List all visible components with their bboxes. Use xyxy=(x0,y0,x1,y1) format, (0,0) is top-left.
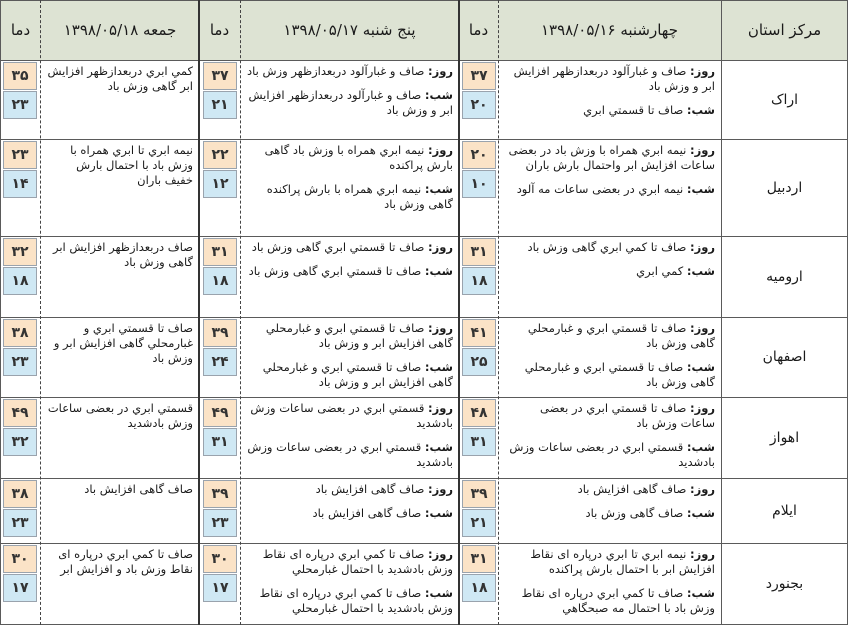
day3-max-temp: ۴۹ xyxy=(3,399,37,427)
day3-min-temp: ۲۳ xyxy=(3,509,37,537)
station-name: اصفهان xyxy=(762,349,807,365)
day2-forecast: روز: صاف تا قسمتي ابري گاهی وزش باد شب: صاف تا قسمتي ابري گاهی وزش باد xyxy=(248,240,453,278)
day1-max-temp: ۳۱ xyxy=(462,238,496,266)
day2-max-temp: ۳۱ xyxy=(203,238,237,266)
column-divider xyxy=(721,0,722,625)
day2-forecast: روز: قسمتي ابري در بعضی ساعات وزش بادشديد شب: قسمتي ابري در بعضی ساعات وزش بادشديد xyxy=(247,401,453,469)
header-station: مرکز استان xyxy=(721,0,848,60)
day2-forecast: روز: نيمه ابري همراه با وزش باد گاهی بارش پراكنده شب: نيمه ابري همراه با بارش پراكنده گاهی وزش باد xyxy=(264,143,453,211)
column-divider xyxy=(0,0,1,625)
day2-max-temp: ۳۷ xyxy=(203,62,237,90)
header-day2-temp: دما xyxy=(199,0,240,60)
header-day3: جمعه ۱۳۹۸/۰۵/۱۸ xyxy=(41,0,199,60)
day1-forecast: روز: صاف تا قسمتي ابري در بعضی ساعات وزش باد شب: قسمتي ابري در بعضی ساعات وزش بادشديد xyxy=(509,401,715,469)
day2-max-temp: ۴۹ xyxy=(203,399,237,427)
day2-min-temp: ۲۴ xyxy=(203,348,237,376)
station-name: بجنورد xyxy=(765,576,804,592)
day2-max-temp: ۳۹ xyxy=(203,480,237,508)
column-divider xyxy=(198,0,200,625)
day1-max-temp: ۳۹ xyxy=(462,480,496,508)
day3-max-temp: ۲۳ xyxy=(3,141,37,169)
day2-forecast: روز: صاف تا قسمتي ابري و غبارمحلي گاهی افزايش ابر و وزش باد شب: صاف تا قسمتي ابري و غبارمحلي گاهی افزايش ابر و وزش باد xyxy=(262,321,453,389)
station-name: اهواز xyxy=(769,429,800,446)
day1-max-temp: ۴۸ xyxy=(462,399,496,427)
day3-min-temp: ۲۳ xyxy=(3,91,37,119)
day2-max-temp: ۳۰ xyxy=(203,545,237,573)
temp-column-divider xyxy=(240,0,241,625)
day1-forecast: روز: نيمه ابري همراه با وزش باد در بعضی ساعات افزايش ابر واحتمال بارش باران شب: نيمه ابري در بعضی ساعات مه آلود xyxy=(508,143,715,196)
station-name: ارومیه xyxy=(766,268,803,285)
header-day1: چهارشنبه ۱۳۹۸/۰۵/۱۶ xyxy=(498,0,721,60)
day3-forecast: نيمه ابري تا ابري همراه با وزش باد با احتمال بارش خفيف باران xyxy=(70,143,193,187)
day2-forecast: روز: صاف و غبارآلود دربعدازظهر وزش باد شب: صاف و غبارآلود دربعدازظهر افزايش ابر و وزش باد xyxy=(247,64,453,117)
day2-min-temp: ۱۸ xyxy=(203,267,237,295)
station-name: ایلام xyxy=(772,502,797,519)
day3-max-temp: ۳۲ xyxy=(3,238,37,266)
day3-max-temp: ۳۵ xyxy=(3,62,37,90)
day2-max-temp: ۳۹ xyxy=(203,319,237,347)
day1-min-temp: ۲۵ xyxy=(462,348,496,376)
column-divider xyxy=(458,0,460,625)
day3-max-temp: ۳۸ xyxy=(3,319,37,347)
day3-min-temp: ۱۴ xyxy=(3,170,37,198)
day2-min-temp: ۳۱ xyxy=(203,428,237,456)
day1-min-temp: ۱۸ xyxy=(462,267,496,295)
day1-forecast: روز: صاف گاهی افزايش باد شب: صاف گاهی وزش باد xyxy=(577,482,715,520)
day1-forecast: روز: صاف و غبارآلود دربعدازظهر افزايش ابر و وزش باد شب: صاف تا قسمتي ابري xyxy=(513,64,715,117)
day3-max-temp: ۳۰ xyxy=(3,545,37,573)
station-name: اراک xyxy=(770,91,799,108)
day1-max-temp: ۳۷ xyxy=(462,62,496,90)
day1-max-temp: ۲۰ xyxy=(462,141,496,169)
day1-min-temp: ۳۱ xyxy=(462,428,496,456)
day3-min-temp: ۲۳ xyxy=(3,348,37,376)
day1-min-temp: ۱۰ xyxy=(462,170,496,198)
header-day2: پنج شنبه ۱۳۹۸/۰۵/۱۷ xyxy=(240,0,459,60)
day2-min-temp: ۱۷ xyxy=(203,574,237,602)
day3-forecast: کمي ابري دربعدازظهر افزايش ابر گاهی وزش باد xyxy=(47,64,193,93)
day1-min-temp: ۲۰ xyxy=(462,91,496,119)
day2-forecast: روز: صاف تا كمي ابري درپاره ای نقاط وزش بادشديد با احتمال غبارمحلي شب: صاف تا كمي ابري درپاره ای نقاط وزش بادشديد با احتمال غبارمحلي xyxy=(259,547,453,615)
day3-forecast: صاف تا كمي ابري درپاره ای نقاط وزش باد و افزايش ابر xyxy=(58,547,193,576)
day2-min-temp: ۲۱ xyxy=(203,91,237,119)
day1-min-temp: ۲۱ xyxy=(462,509,496,537)
day1-forecast: روز: نيمه ابري تا ابري درپاره ای نقاط افزايش ابر با احتمال بارش پراكنده شب: صاف تا كمي ابري درپاره ای نقاط وزش باد با احتمال مه صبحگاهي xyxy=(521,547,715,615)
day1-min-temp: ۱۸ xyxy=(462,574,496,602)
day2-min-temp: ۲۳ xyxy=(203,509,237,537)
day1-max-temp: ۳۱ xyxy=(462,545,496,573)
temp-column-divider xyxy=(498,0,499,625)
day1-forecast: روز: صاف تا كمي ابري گاهی وزش باد شب: كمي ابري xyxy=(527,240,715,278)
day3-forecast: صاف تا قسمتي ابري و غبارمحلي گاهی افزايش ابر و وزش باد xyxy=(53,321,193,365)
day1-max-temp: ۴۱ xyxy=(462,319,496,347)
day1-forecast: روز: صاف تا قسمتي ابري و غبارمحلي گاهی وزش باد شب: صاف تا قسمتي ابري و غبارمحلي گاهی وزش باد xyxy=(524,321,715,389)
day2-max-temp: ۲۲ xyxy=(203,141,237,169)
day3-min-temp: ۱۷ xyxy=(3,574,37,602)
station-name: اردبیل xyxy=(766,179,803,196)
day2-forecast: روز: صاف گاهی افزايش باد شب: صاف گاهی افزايش باد xyxy=(312,482,453,520)
day3-max-temp: ۳۸ xyxy=(3,480,37,508)
day3-min-temp: ۱۸ xyxy=(3,267,37,295)
temp-column-divider xyxy=(40,0,41,625)
day3-forecast: قسمتي ابري در بعضی ساعات وزش بادشديد xyxy=(47,401,193,430)
day3-forecast: صاف دربعدازظهر افزايش ابر گاهی وزش باد xyxy=(53,240,193,269)
header-day3-temp: دما xyxy=(0,0,41,60)
day2-min-temp: ۱۲ xyxy=(203,170,237,198)
day3-forecast: صاف گاهی افزايش باد xyxy=(84,482,193,496)
day3-min-temp: ۳۲ xyxy=(3,428,37,456)
header-day1-temp: دما xyxy=(459,0,498,60)
